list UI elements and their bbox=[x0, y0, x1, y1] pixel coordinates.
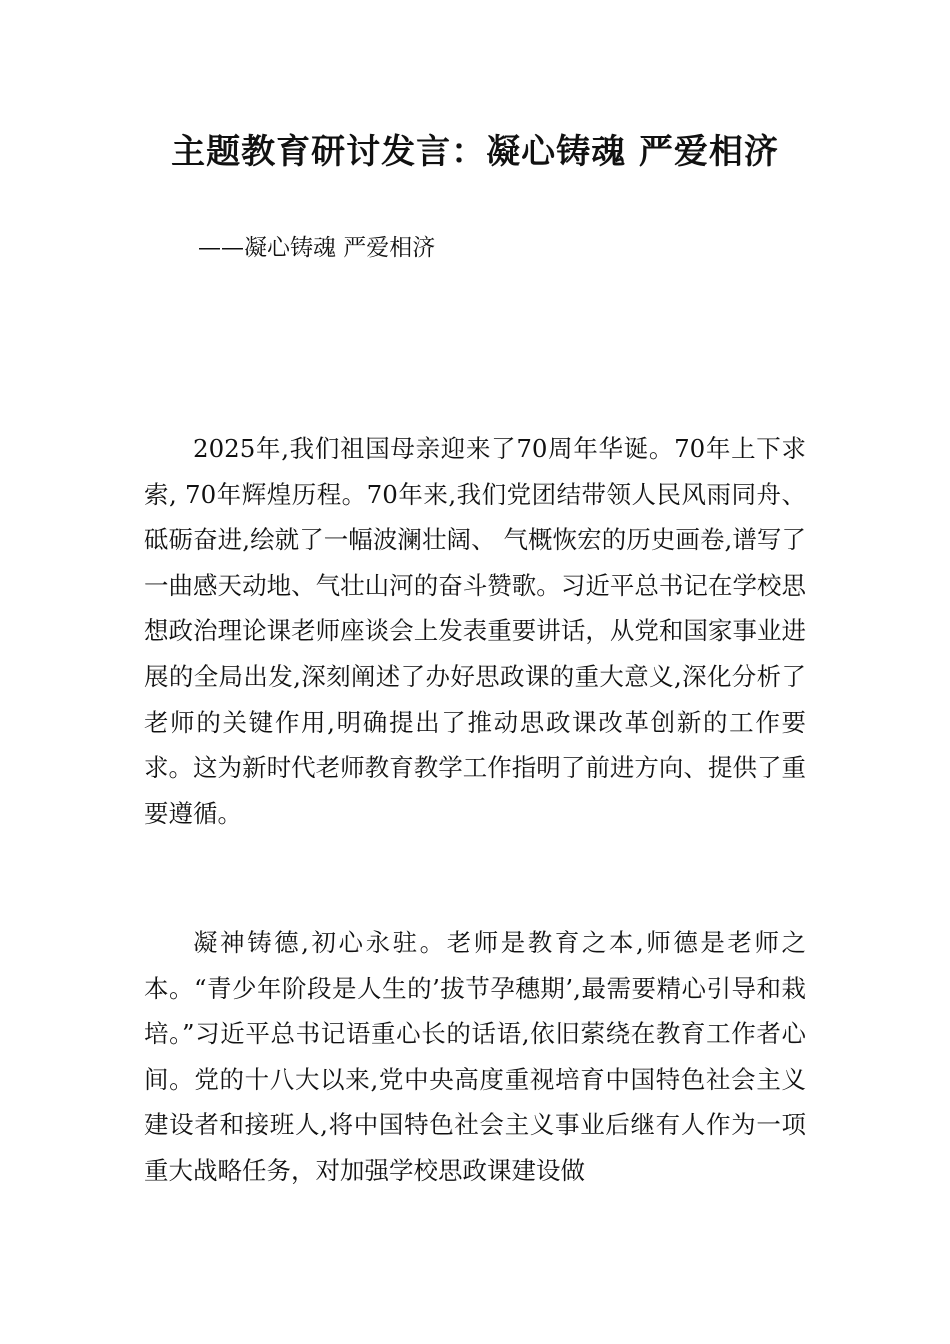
document-subtitle: ——凝心铸魂 严爱相济 bbox=[198, 235, 436, 261]
body-paragraph: 2025年,我们祖国母亲迎来了70周年华诞。70年上下求索, 70年辉煌历程。70年来,我们党团结带领人民风雨同舟、砥砺奋进,绘就了一幅波澜壮阔、 气概恢宏的历史画卷,谱写了一曲感天动地、气壮山河的奋斗赞歌。习近平总书记在学校思想政治理论课老师座谈会上发表重要讲话，从党和国家事业进展的全局出发,深刻阐述了办好思政课的重大意义,深化分析了老师的关键作用,明确提出了推动思政课改革创新的工作要求。这为新时代老师教育教学工作指明了前进方向、提供了重要遵循。 bbox=[144, 434, 806, 828]
document-title: 主题教育研讨发言：凝心铸魂 严爱相济 bbox=[171, 132, 779, 172]
body-paragraph: 凝神铸德,初心永驻。老师是教育之本,师德是老师之本。“青少年阶段是人生的’拔节孕穗期’,最需要精心引导和栽培。”习近平总书记语重心长的话语,依旧萦绕在教育工作者心间。党的十八大以来,党中央高度重视培育中国特色社会主义建设者和接班人,将中国特色社会主义事业后继有人作为一项重大战略任务，对加强学校思政课建设做 bbox=[144, 928, 806, 1185]
